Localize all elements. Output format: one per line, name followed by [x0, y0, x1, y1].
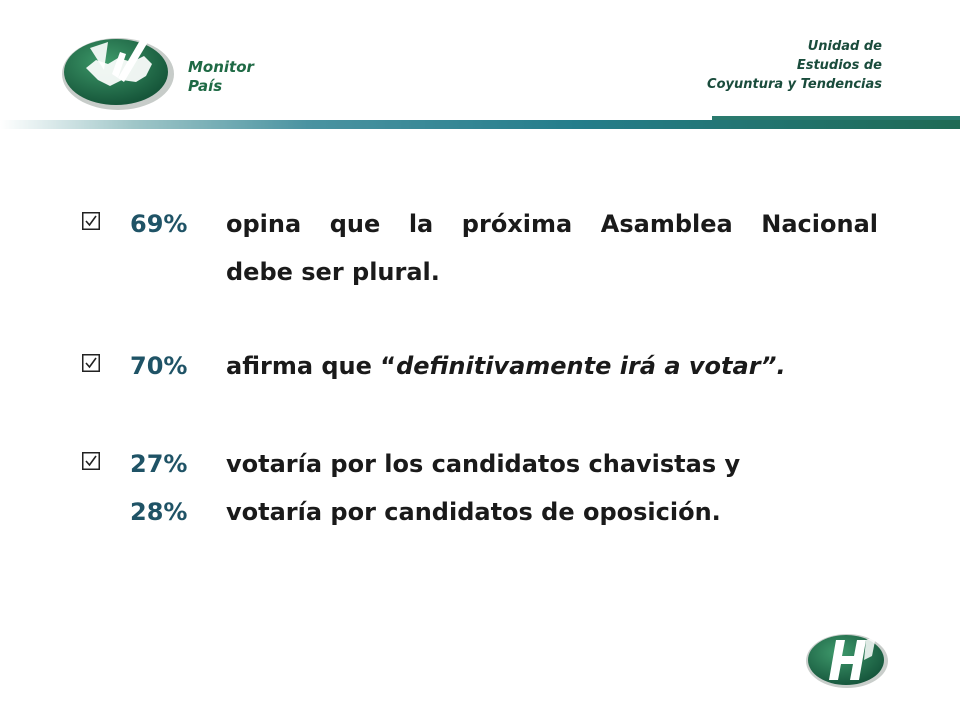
unit-line-1: Unidad de — [807, 39, 882, 54]
bullet-2-percent: 70% — [130, 352, 188, 380]
unit-line-2: Estudios de — [796, 58, 882, 73]
checkbox-check-icon — [82, 452, 100, 470]
bullet-2-text-suffix: ”. — [760, 352, 786, 380]
bullet-3-percent-2: 28% — [130, 498, 188, 526]
bullet-3-text-line-1: votaría por los candidatos chavistas y — [226, 450, 741, 478]
bullet-list — [82, 0, 878, 720]
bullet-1-percent: 69% — [130, 210, 188, 238]
bullet-1-text-line-2: debe ser plural. — [226, 258, 440, 286]
bullet-1-line-1 — [82, 210, 878, 242]
unit-line-3: Coyuntura y Tendencias — [707, 77, 882, 92]
bullet-3-line-2 — [82, 498, 878, 530]
bullet-1-text-line-1: opina que la próxima Asamblea Nacional — [226, 210, 878, 238]
checkbox-check-icon — [82, 212, 100, 230]
brand-line-2: País — [188, 77, 223, 95]
checkbox-check-icon — [82, 354, 100, 372]
h-logo — [806, 630, 890, 690]
bullet-2-line-1 — [82, 352, 878, 384]
bullet-3-percent-1: 27% — [130, 450, 188, 478]
bullet-3-line-1 — [82, 450, 878, 482]
bullet-1-line-2 — [82, 258, 878, 290]
bullet-2-text-prefix: afirma que “ — [226, 352, 397, 380]
brand-line-1: Monitor — [188, 58, 254, 76]
bullet-2-text-emphasis: definitivamente irá a votar — [396, 352, 761, 380]
bullet-3-text-line-2: votaría por candidatos de oposición. — [226, 498, 721, 526]
bullet-2-text — [226, 352, 878, 380]
